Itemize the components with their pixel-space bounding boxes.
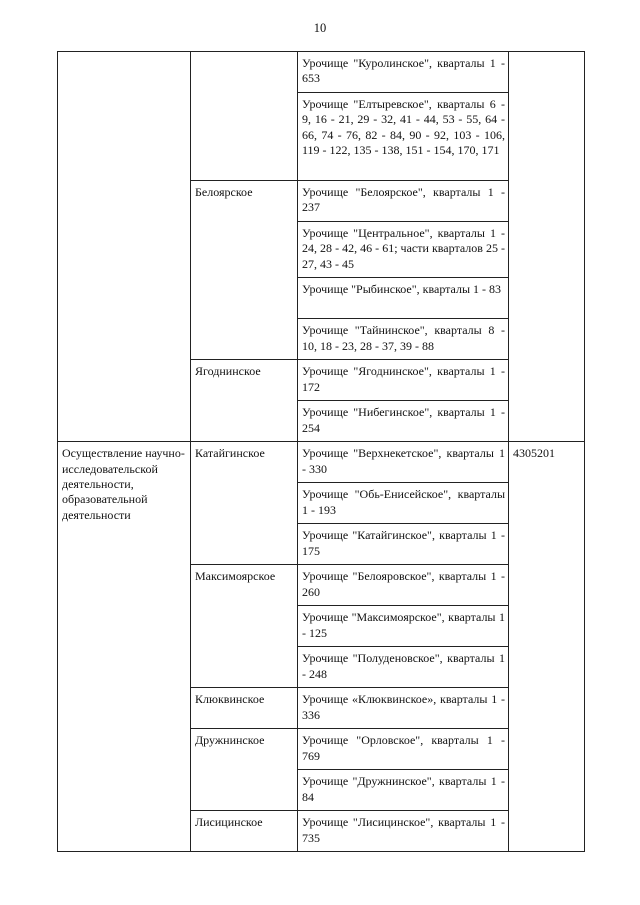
forestry-cell <box>191 52 298 181</box>
tract-cell: Урочище "Катайгинское", кварталы 1 - 175 <box>298 524 509 565</box>
tract-cell: Урочище «Клюквинское», кварталы 1 - 336 <box>298 688 509 729</box>
tract-cell: Урочище "Куролинское", кварталы 1 - 653 <box>298 52 509 93</box>
activity-cell <box>58 52 191 442</box>
tract-cell: Урочище "Полуденовское", кварталы 1 - 248 <box>298 647 509 688</box>
forestry-cell: Ягоднинское <box>191 360 298 442</box>
tract-cell: Урочище "Нибегинское", кварталы 1 - 254 <box>298 401 509 442</box>
tract-cell: Урочище "Тайнинское", кварталы 8 - 10, 18 - 23, 28 - 37, 39 - 88 <box>298 319 509 360</box>
tract-cell: Урочище "Ягоднинское", кварталы 1 - 172 <box>298 360 509 401</box>
tract-cell: Урочище "Лисицинское", кварталы 1 - 735 <box>298 811 509 852</box>
code-cell: 4305201 <box>509 442 585 852</box>
tract-cell: Урочище "Дружнинское", кварталы 1 - 84 <box>298 770 509 811</box>
tract-cell: Урочище "Обь-Енисейское", кварталы 1 - 193 <box>298 483 509 524</box>
forestry-cell: Белоярское <box>191 181 298 360</box>
activity-cell: Осуществление научно-исследовательской деятельности, образовательной деятельности <box>58 442 191 852</box>
table-row <box>58 442 585 483</box>
forestry-cell: Дружнинское <box>191 729 298 811</box>
tract-cell: Урочище "Рыбинское", кварталы 1 - 83 <box>298 278 509 319</box>
tract-cell: Урочище "Елтыревское", кварталы 6 - 9, 16 - 21, 29 - 32, 41 - 44, 53 - 55, 64 - 66, 74 - 76, 82 - 84, 90 - 92, 103 - 106, 119 - 122, 135 - 138, 151 - 154, 170, 171 <box>298 93 509 181</box>
forest-tracts-table <box>57 51 585 852</box>
forestry-cell: Максимоярское <box>191 565 298 688</box>
tract-cell: Урочище "Белоярское", кварталы 1 - 237 <box>298 181 509 222</box>
tract-cell: Урочище "Верхнекетское", кварталы 1 - 330 <box>298 442 509 483</box>
forestry-cell: Катайгинское <box>191 442 298 565</box>
code-cell <box>509 52 585 442</box>
tract-cell: Урочище "Белояровское", кварталы 1 - 260 <box>298 565 509 606</box>
forestry-cell: Клюквинское <box>191 688 298 729</box>
tract-cell: Урочище "Центральное", кварталы 1 - 24, 28 - 42, 46 - 61; части кварталов 25 - 27, 43 - 45 <box>298 222 509 278</box>
tract-cell: Урочище "Максимоярское", кварталы 1 - 125 <box>298 606 509 647</box>
page-number: 10 <box>313 21 327 35</box>
table-row <box>58 52 585 93</box>
tract-cell: Урочище "Орловское", кварталы 1 - 769 <box>298 729 509 770</box>
forestry-cell: Лисицинское <box>191 811 298 852</box>
